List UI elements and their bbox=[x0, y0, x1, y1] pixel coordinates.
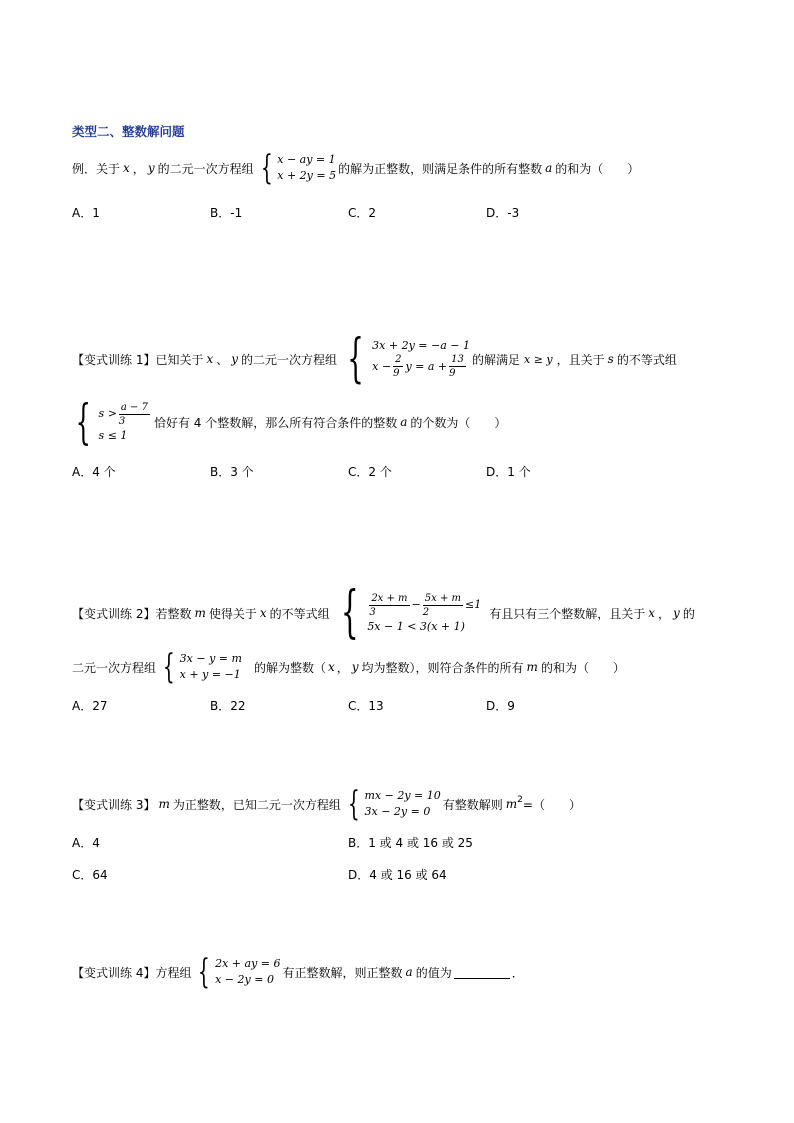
inequality-1: $\frac{2x + m}{3}$ − $\frac{5x + m}{2}$ ≤1 bbox=[369, 592, 482, 618]
equation-2: x + y = −1 bbox=[179, 668, 241, 681]
option-d[interactable]: D．1 个 bbox=[486, 465, 531, 479]
v3-text-2: 有整数解则 bbox=[442, 797, 503, 812]
var-x: x bbox=[123, 161, 130, 175]
equation-1: x − ay = 1 bbox=[277, 153, 336, 167]
v2-text-4: 有且只有三个整数解，且关于 bbox=[489, 606, 646, 621]
option-d[interactable]: D．9 bbox=[486, 699, 515, 713]
v2-text-5: 的 bbox=[682, 606, 695, 621]
option-a[interactable]: A．4 bbox=[72, 836, 100, 850]
brace-icon: { bbox=[260, 148, 273, 188]
brace-icon: { bbox=[75, 394, 91, 450]
variant-3-question bbox=[72, 784, 581, 824]
equation-2: x − $\frac{2}{9}$ y = a + $\frac{13}{9}$ bbox=[372, 354, 464, 380]
var-a: a bbox=[545, 161, 553, 175]
v3-text-1: 为正整数，已知二元一次方程组 bbox=[172, 797, 341, 812]
var-x: x bbox=[259, 606, 267, 620]
superscript: 2 bbox=[517, 795, 523, 805]
option-c[interactable]: C．13 bbox=[348, 699, 384, 713]
var-s: s bbox=[607, 352, 614, 366]
section-title: 类型二、整数解问题 bbox=[72, 124, 185, 139]
option-c[interactable]: C．2 bbox=[348, 206, 377, 220]
equation-1: mx − 2y = 10 bbox=[364, 789, 441, 803]
brace-icon: { bbox=[198, 952, 211, 992]
variant-4-question bbox=[72, 952, 524, 992]
separator: ， bbox=[658, 606, 671, 621]
v2-text-2: 使得关于 bbox=[208, 606, 257, 621]
equation-2: 3x − 2y = 0 bbox=[364, 805, 431, 818]
var-x: x bbox=[206, 352, 214, 366]
inequality-system bbox=[74, 394, 152, 450]
option-c[interactable]: C．2 个 bbox=[348, 465, 392, 479]
option-b[interactable]: B．1 或 4 或 16 或 25 bbox=[348, 836, 473, 850]
inequality-system bbox=[332, 580, 482, 645]
v2-text-6: 二元一次方程组 bbox=[72, 660, 157, 675]
inequality-2: s ≤ 1 bbox=[98, 428, 128, 442]
answer-blank[interactable] bbox=[454, 966, 510, 979]
v4-text-1: 方程组 bbox=[155, 965, 192, 980]
option-c[interactable]: C．64 bbox=[72, 868, 108, 882]
v2-text-7: 的解为整数（ bbox=[253, 660, 326, 675]
v1-text-7: 的个数为（ ） bbox=[410, 415, 507, 430]
variant-1-question bbox=[72, 330, 677, 388]
option-a[interactable]: A．27 bbox=[72, 699, 108, 713]
v1-text-1: 已知关于 bbox=[155, 352, 204, 367]
variant-label: 【变式训练 1】 bbox=[72, 352, 156, 367]
variant-label: 【变式训练 2】 bbox=[72, 606, 156, 621]
v2-text-1: 若整数 bbox=[155, 606, 192, 621]
variant-label: 【变式训练 3】 bbox=[72, 797, 156, 812]
option-a[interactable]: A．1 bbox=[72, 206, 100, 220]
v4-text-2: 有正整数解，则正整数 bbox=[282, 965, 403, 980]
variant-1-question-cont bbox=[72, 396, 506, 448]
var-m: m bbox=[505, 797, 518, 811]
brace-icon: { bbox=[162, 647, 175, 687]
option-a[interactable]: A．4 个 bbox=[72, 465, 116, 479]
equation-1: 3x − y = m bbox=[179, 652, 242, 666]
example-tail-2: 的和为（ ） bbox=[555, 161, 640, 176]
separator: ， bbox=[336, 660, 349, 675]
variant-2-question-cont bbox=[72, 648, 625, 686]
v4-text-3: 的值为 bbox=[415, 965, 452, 980]
brace-icon: { bbox=[347, 784, 360, 824]
variant-label: 【变式训练 4】 bbox=[72, 965, 156, 980]
v1-text-3: 的解满足 bbox=[471, 352, 520, 367]
inequality-2: 5x − 1 < 3(x + 1) bbox=[367, 619, 465, 633]
separator: 、 bbox=[216, 352, 229, 367]
brace-icon: { bbox=[347, 329, 364, 389]
v2-text-9: 的和为（ ） bbox=[540, 660, 625, 675]
equation-system bbox=[256, 148, 337, 188]
condition: x ≥ y bbox=[524, 352, 553, 366]
option-d[interactable]: D．-3 bbox=[486, 206, 520, 220]
equation-1: 2x + ay = 6 bbox=[215, 957, 281, 971]
separator: ， bbox=[132, 161, 145, 176]
brace-icon: { bbox=[340, 580, 359, 645]
option-b[interactable]: B．3 个 bbox=[210, 465, 254, 479]
var-a: a bbox=[405, 965, 413, 979]
variant-2-question bbox=[72, 580, 695, 645]
var-m: m bbox=[158, 797, 170, 811]
option-b[interactable]: B．22 bbox=[210, 699, 246, 713]
equation-2: x − 2y = 0 bbox=[215, 973, 274, 986]
var-y: y bbox=[231, 352, 239, 366]
example-prefix: 例．关于 bbox=[72, 161, 121, 176]
equation-2: x + 2y = 5 bbox=[277, 169, 337, 182]
var-x: x bbox=[327, 660, 335, 674]
example-mid: 的二元一次方程组 bbox=[157, 161, 254, 176]
option-b[interactable]: B．-1 bbox=[210, 206, 243, 220]
inequality-1: s > $\frac{a - 7}{3}$ bbox=[98, 401, 148, 427]
v4-text-4: ． bbox=[511, 965, 524, 980]
var-y: y bbox=[351, 660, 359, 674]
var-y: y bbox=[147, 161, 155, 175]
example-tail-1: 的解为正整数，则满足条件的所有整数 bbox=[338, 161, 543, 176]
v2-text-3: 的不等式组 bbox=[269, 606, 330, 621]
v1-text-2: 的二元一次方程组 bbox=[241, 352, 338, 367]
equation-system bbox=[343, 784, 441, 824]
v1-text-5: 的不等式组 bbox=[616, 352, 677, 367]
var-y: y bbox=[673, 606, 680, 620]
var-m: m bbox=[194, 606, 206, 620]
equation-1: 3x + 2y = −a − 1 bbox=[372, 338, 470, 352]
var-a: a bbox=[400, 415, 408, 429]
equation-system bbox=[158, 647, 242, 687]
equation-system bbox=[339, 329, 470, 389]
var-x: x bbox=[648, 606, 656, 620]
v3-text-3: =（ ） bbox=[522, 797, 581, 812]
equation-system bbox=[193, 952, 281, 992]
example-question bbox=[72, 150, 639, 186]
v1-text-6: 恰好有 4 个整数解，那么所有符合条件的整数 bbox=[153, 415, 398, 430]
v2-text-8: 均为整数），则符合条件的所有 bbox=[361, 660, 524, 675]
v1-text-4: ，且关于 bbox=[556, 352, 605, 367]
option-d[interactable]: D．4 或 16 或 64 bbox=[348, 868, 447, 882]
var-m: m bbox=[526, 660, 538, 674]
